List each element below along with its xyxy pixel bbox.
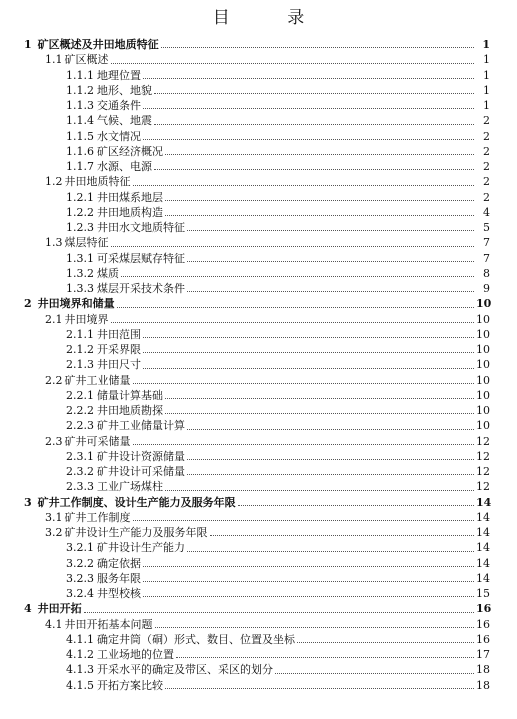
toc-entry[interactable] [0, 510, 517, 525]
dot-leader [176, 656, 474, 658]
dot-leader [165, 687, 474, 689]
toc-list [0, 37, 517, 693]
toc-entry-number: 1.3 [45, 236, 63, 250]
toc-entry-label: 气候、地震 [97, 114, 152, 128]
toc-entry[interactable] [0, 540, 517, 555]
toc-entry-page-number: 5 [483, 221, 490, 234]
toc-entry-label: 工业场地的位置 [97, 648, 174, 661]
toc-entry-label: 矿井工业储量计算 [97, 419, 185, 433]
dot-leader [210, 534, 475, 536]
toc-entry-page-number: 10 [476, 327, 490, 341]
toc-entry-label: 井田水文地质特征 [97, 221, 185, 234]
dot-leader [121, 275, 474, 277]
toc-entry-page-number: 9 [483, 282, 490, 295]
toc-entry-label: 井田尺寸 [97, 358, 141, 372]
toc-entry[interactable] [0, 68, 517, 83]
toc-entry[interactable] [0, 327, 517, 342]
toc-entry[interactable] [0, 357, 517, 372]
toc-entry-number: 1.1 [45, 53, 63, 67]
toc-entry[interactable] [0, 556, 517, 571]
dot-leader [155, 626, 475, 628]
toc-entry[interactable] [0, 98, 517, 113]
dot-leader [165, 199, 474, 201]
toc-entry-label: 矿井工作制度、设计生产能力及服务年限 [37, 495, 236, 509]
toc-entry-label: 交通条件 [97, 99, 141, 112]
toc-entry[interactable] [0, 464, 517, 479]
toc-entry-page-number: 10 [476, 419, 490, 433]
toc-entry[interactable] [0, 190, 517, 205]
dot-leader [154, 123, 474, 125]
toc-entry[interactable] [0, 281, 517, 296]
toc-entry[interactable] [0, 129, 517, 144]
toc-entry[interactable] [0, 495, 517, 510]
dot-leader [143, 336, 474, 338]
dot-leader [187, 290, 474, 292]
toc-entry-page-number: 10 [476, 312, 490, 326]
toc-entry-page-number: 14 [476, 526, 490, 539]
dot-leader [165, 153, 474, 155]
dot-leader [187, 458, 474, 460]
dot-leader [187, 229, 474, 231]
toc-entry-page-number: 14 [476, 556, 490, 570]
dot-leader [111, 321, 475, 323]
toc-entry-number: 2.2.3 [66, 419, 94, 433]
toc-entry-page-number: 4 [483, 205, 490, 219]
toc-entry-number: 3.2.1 [66, 541, 94, 555]
toc-entry-number: 1.2.1 [66, 190, 94, 204]
toc-entry-label: 矿井工业储量 [64, 373, 131, 387]
toc-entry-label: 矿区经济概况 [97, 144, 163, 158]
dot-leader [275, 672, 474, 674]
toc-entry[interactable] [0, 647, 517, 662]
toc-title: 目 录 [212, 8, 331, 28]
dot-leader [143, 565, 474, 567]
toc-entry[interactable] [0, 449, 517, 464]
toc-entry-label: 矿井可采储量 [64, 434, 131, 448]
toc-entry-number: 4.1.3 [66, 663, 94, 677]
dot-leader [143, 138, 474, 140]
toc-entry-label: 矿区概述 [64, 53, 109, 67]
toc-entry-number: 4.1 [45, 617, 63, 631]
toc-entry-number: 1.1.7 [66, 160, 94, 173]
toc-entry-number: 2.1.2 [66, 343, 94, 356]
toc-entry[interactable] [0, 632, 517, 647]
toc-entry[interactable] [0, 601, 517, 616]
toc-entry[interactable] [0, 678, 517, 693]
toc-entry-page-number: 16 [476, 617, 490, 631]
dot-leader [133, 519, 475, 521]
toc-entry-number: 2 [24, 297, 32, 311]
toc-entry-number: 3.2.3 [66, 571, 94, 585]
toc-entry-page-number: 16 [476, 632, 490, 646]
toc-entry[interactable] [0, 205, 517, 220]
toc-entry[interactable] [0, 251, 517, 266]
toc-entry-page-number: 1 [482, 38, 490, 51]
toc-entry-label: 井田地质构造 [97, 205, 163, 219]
dot-leader [165, 397, 474, 399]
toc-entry-page-number: 14 [476, 495, 492, 509]
toc-entry-number: 4.1.1 [66, 632, 94, 646]
toc-entry-label: 矿井设计生产能力 [97, 541, 185, 555]
dot-leader [133, 184, 475, 186]
toc-entry-page-number: 10 [476, 358, 490, 372]
toc-entry[interactable] [0, 296, 517, 311]
toc-entry-page-number: 10 [476, 404, 490, 417]
toc-entry-number: 2.3.3 [66, 480, 94, 494]
toc-entry-number: 3 [24, 495, 32, 509]
toc-entry[interactable] [0, 342, 517, 357]
toc-entry-number: 3.2.2 [66, 556, 94, 570]
toc-entry-page-number: 18 [476, 663, 490, 677]
dot-leader [154, 168, 474, 170]
toc-entry-page-number: 15 [476, 587, 490, 600]
toc-entry-number: 1.1.5 [66, 129, 94, 143]
dot-leader [133, 443, 475, 445]
toc-entry-number: 2.1 [45, 312, 63, 326]
toc-entry-number: 1.1.2 [66, 83, 94, 97]
toc-entry-label: 矿井工作制度 [64, 510, 131, 524]
toc-entry-number: 4 [24, 602, 32, 616]
toc-entry-page-number: 1 [483, 99, 490, 112]
dot-leader [165, 412, 474, 414]
toc-entry-page-number: 10 [476, 373, 490, 387]
toc-entry-number: 2.1.3 [66, 358, 94, 372]
dot-leader [143, 367, 474, 369]
toc-entry-page-number: 14 [476, 510, 490, 524]
toc-entry-label: 煤层特征 [64, 236, 109, 250]
toc-entry-label: 煤层开采技术条件 [97, 282, 185, 295]
toc-entry[interactable] [0, 525, 517, 540]
toc-entry-page-number: 16 [476, 602, 492, 616]
toc-entry-label: 煤质 [97, 266, 119, 280]
toc-entry-label: 井田地质特征 [64, 175, 131, 189]
toc-entry-number: 2.2.2 [66, 404, 94, 417]
dot-leader [187, 550, 474, 552]
toc-entry-page-number: 17 [476, 648, 490, 661]
toc-entry-page-number: 1 [483, 83, 490, 97]
toc-entry[interactable] [0, 266, 517, 281]
toc-entry-number: 1.3.2 [66, 266, 94, 280]
toc-entry-number: 1.1.6 [66, 144, 94, 158]
toc-entry[interactable] [0, 479, 517, 494]
toc-entry-page-number: 1 [483, 53, 490, 67]
dot-leader [238, 504, 474, 506]
dot-leader [165, 489, 474, 491]
toc-entry-number: 1 [24, 38, 32, 51]
toc-entry-number: 3.2 [45, 526, 63, 539]
dot-leader [143, 595, 474, 597]
toc-entry-label: 井田境界和储量 [37, 297, 115, 311]
toc-entry-number: 2.3 [45, 434, 63, 448]
toc-entry[interactable] [0, 174, 517, 189]
toc-entry-page-number: 1 [483, 68, 490, 82]
dot-leader [154, 92, 474, 94]
toc-entry-number: 1.2.3 [66, 221, 94, 234]
dot-leader [133, 382, 475, 384]
toc-entry-label: 开采水平的确定及带区、采区的划分 [97, 663, 273, 677]
toc-entry-number: 1.1.1 [66, 68, 94, 82]
toc-entry-number: 1.3.3 [66, 282, 94, 295]
toc-entry-label: 地形、地貌 [97, 83, 152, 97]
toc-entry-number: 3.2.4 [66, 587, 94, 600]
toc-entry-label: 工业广场煤柱 [97, 480, 163, 494]
toc-entry[interactable] [0, 235, 517, 250]
dot-leader [143, 77, 474, 79]
toc-entry[interactable] [0, 113, 517, 128]
toc-entry[interactable] [0, 159, 517, 174]
toc-entry-page-number: 2 [483, 144, 490, 158]
toc-entry-page-number: 18 [476, 678, 490, 692]
toc-entry-page-number: 14 [476, 571, 490, 585]
dot-leader [111, 62, 475, 64]
toc-entry[interactable] [0, 434, 517, 449]
toc-entry-number: 1.3.1 [66, 251, 94, 265]
toc-entry-number: 4.1.5 [66, 678, 94, 692]
toc-entry-number: 1.2.2 [66, 205, 94, 219]
toc-entry-page-number: 2 [483, 160, 490, 173]
toc-entry-page-number: 12 [476, 480, 490, 494]
toc-entry-page-number: 2 [483, 175, 490, 189]
toc-entry[interactable] [0, 312, 517, 327]
dot-leader [143, 107, 474, 109]
dot-leader [297, 641, 474, 643]
toc-entry-label: 开拓方案比较 [97, 678, 163, 692]
toc-entry-number: 3.1 [45, 510, 63, 524]
toc-entry[interactable] [0, 418, 517, 433]
toc-entry-number: 1.1.4 [66, 114, 94, 128]
dot-leader [111, 245, 475, 247]
dot-leader [161, 46, 474, 48]
toc-entry-page-number: 7 [483, 251, 490, 265]
toc-entry-page-number: 14 [476, 541, 490, 555]
toc-entry-label: 水源、电源 [97, 160, 152, 173]
toc-entry-label: 井田开拓 [37, 602, 82, 616]
toc-entry-page-number: 10 [476, 343, 490, 356]
dot-leader [143, 351, 474, 353]
toc-entry-label: 储量计算基础 [97, 388, 163, 402]
toc-entry-number: 2.3.1 [66, 449, 94, 463]
toc-entry[interactable] [0, 144, 517, 159]
toc-entry-label: 确定依据 [97, 556, 141, 570]
toc-entry-label: 井田煤系地层 [97, 190, 163, 204]
toc-entry[interactable] [0, 37, 517, 52]
toc-entry-label: 水文情况 [97, 129, 141, 143]
toc-entry-page-number: 2 [483, 190, 490, 204]
toc-entry[interactable] [0, 83, 517, 98]
toc-entry-label: 矿井设计可采储量 [97, 465, 185, 478]
toc-entry-number: 2.1.1 [66, 327, 94, 341]
toc-entry[interactable] [0, 662, 517, 677]
toc-entry-number: 2.3.2 [66, 465, 94, 478]
dot-leader [165, 214, 474, 216]
toc-entry-label: 确定井筒（硐）形式、数目、位置及坐标 [97, 632, 295, 646]
toc-entry-page-number: 12 [476, 434, 490, 448]
toc-entry-label: 井田范围 [97, 327, 141, 341]
toc-entry-label: 矿区概述及井田地质特征 [37, 38, 159, 51]
toc-entry[interactable] [0, 220, 517, 235]
toc-entry-label: 井型校核 [97, 587, 141, 600]
toc-entry-label: 开采界限 [97, 343, 141, 356]
toc-entry-label: 矿井设计资源储量 [97, 449, 185, 463]
toc-entry-number: 2.2 [45, 373, 63, 387]
toc-entry-label: 井田境界 [64, 312, 109, 326]
toc-entry-number: 2.2.1 [66, 388, 94, 402]
dot-leader [117, 306, 474, 308]
toc-entry[interactable] [0, 373, 517, 388]
dot-leader [84, 611, 474, 613]
toc-entry-page-number: 12 [476, 449, 490, 463]
toc-entry-number: 1.1.3 [66, 99, 94, 112]
toc-entry[interactable] [0, 586, 517, 601]
toc-entry-label: 地理位置 [97, 68, 141, 82]
dot-leader [143, 580, 474, 582]
toc-entry-number: 4.1.2 [66, 648, 94, 661]
toc-entry-page-number: 2 [483, 129, 490, 143]
toc-entry-page-number: 10 [476, 388, 490, 402]
dot-leader [187, 260, 474, 262]
toc-entry-label: 井田开拓基本问题 [64, 617, 153, 631]
toc-entry-number: 1.2 [45, 175, 63, 189]
toc-entry-page-number: 7 [483, 236, 490, 250]
toc-entry[interactable] [0, 617, 517, 632]
toc-entry-label: 服务年限 [97, 571, 141, 585]
toc-entry[interactable] [0, 571, 517, 586]
toc-entry-page-number: 8 [483, 266, 490, 280]
toc-entry-label: 可采煤层赋存特征 [97, 251, 185, 265]
toc-entry[interactable] [0, 388, 517, 403]
dot-leader [187, 428, 474, 430]
toc-entry[interactable] [0, 403, 517, 418]
toc-entry-page-number: 10 [476, 297, 492, 311]
toc-entry-page-number: 2 [483, 114, 490, 128]
toc-entry[interactable] [0, 52, 517, 67]
toc-entry-page-number: 12 [476, 465, 490, 478]
toc-entry-label: 矿井设计生产能力及服务年限 [64, 526, 208, 539]
dot-leader [187, 473, 474, 475]
toc-entry-label: 井田地质勘探 [97, 404, 163, 417]
